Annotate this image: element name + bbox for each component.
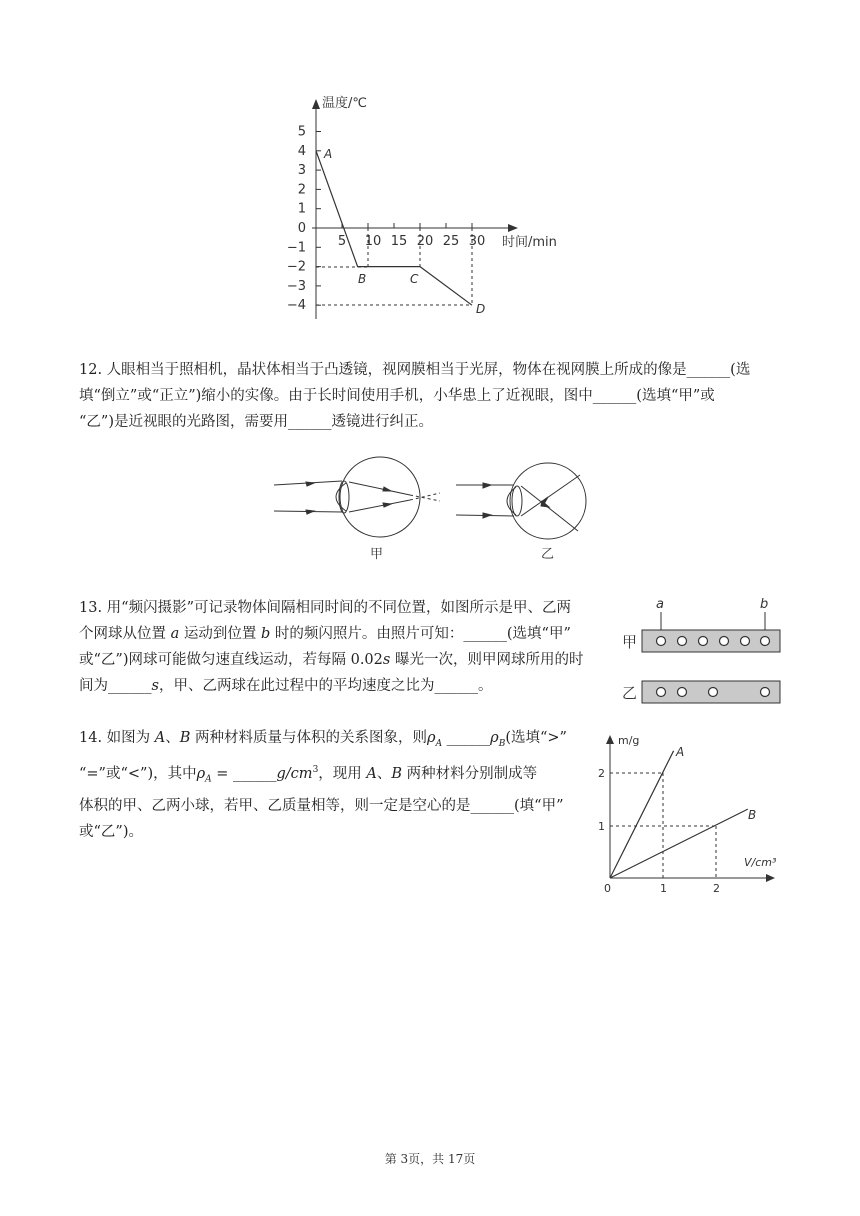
x-tick-label: 20	[416, 234, 434, 249]
question-14	[79, 725, 589, 845]
row-label-jia: 甲	[622, 633, 638, 651]
point-label-c: C	[410, 272, 419, 286]
ball-jia	[720, 637, 729, 646]
ball-jia	[657, 637, 666, 646]
mass-volume-graph	[590, 732, 790, 900]
page-footer: 第 3页，共 17页	[384, 1152, 476, 1166]
ball-jia	[761, 637, 770, 646]
ball-jia	[678, 637, 687, 646]
temperature-time-graph	[270, 95, 580, 325]
y-tick-label: −2	[286, 259, 306, 275]
g2-y-arrow	[606, 735, 614, 744]
q14-line4: 或“乙”)。	[79, 823, 143, 840]
position-b-label: b	[760, 597, 769, 612]
g2-xtick-1: 1	[660, 882, 667, 895]
point-label-b: B	[358, 272, 367, 286]
g2-origin: 0	[604, 882, 611, 895]
g2-line-label-a: A	[676, 745, 685, 759]
y-tick-label: 3	[297, 163, 306, 179]
y-axis-arrow	[312, 99, 320, 109]
fig-label-jia: 甲	[370, 547, 384, 562]
q13-line2: 个网球从位置 a 运动到位置 b 时的频闪照片。由照片可知：______(选填“甲”	[79, 626, 571, 642]
g2-xtick-2: 2	[713, 882, 720, 895]
eye-jia	[274, 457, 440, 537]
x-tick-label: 25	[442, 234, 460, 249]
ball-jia	[699, 637, 708, 646]
point-label-d: D	[476, 302, 486, 316]
x-tick-label: 15	[390, 234, 408, 249]
question-13	[79, 595, 609, 699]
x-tick-label: 5	[337, 234, 347, 249]
ball-jia	[741, 637, 750, 646]
line-b	[610, 809, 748, 878]
y-tick-label: 4	[297, 143, 306, 159]
q12-line3: “乙”)是近视眼的光路图，需要用______透镜进行纠正。	[79, 414, 433, 430]
q13-line1: 13. 用“频闪摄影”可记录物体间隔相同时间的不同位置，如图所示是甲、乙两	[79, 600, 571, 616]
ball-yi	[761, 688, 770, 697]
ball-yi	[657, 688, 666, 697]
position-a-label: a	[656, 597, 664, 612]
question-12	[79, 357, 799, 435]
g2-line-label-b: B	[748, 808, 757, 822]
x-axis-arrow	[508, 224, 518, 232]
g2-ytick-2: 2	[598, 767, 605, 780]
g2-x-axis-label: V/cm³	[744, 856, 777, 869]
g2-x-arrow	[766, 874, 775, 882]
eye-yi	[456, 463, 586, 539]
y-tick-label: 1	[297, 201, 306, 217]
q14-line2: “=”或“<”)，其中$\rho_A$ = $\_\_\_\_\_\_g/cm^3$，现用 A、B 两种材料分别制成等	[79, 764, 538, 785]
q14-line3: 体积的甲、乙两小球，若甲、乙质量相等，则一定是空心的是______(填“甲”	[79, 797, 564, 814]
point-label-a: A	[324, 147, 333, 161]
y-tick-label: 2	[297, 182, 306, 198]
g2-y-axis-label: m/g	[618, 734, 640, 747]
q13-line4: 间为______s，甲、乙两球在此过程中的平均速度之比为______。	[79, 678, 493, 694]
strobe-photo-figure	[620, 592, 786, 710]
y-tick-label: 5	[297, 124, 306, 140]
x-tick-label: 10	[364, 234, 382, 249]
q13-line3: 或“乙”)网球可能做匀速直线运动，若每隔 0.02s 曝光一次，则甲网球所用的时	[79, 652, 584, 668]
ball-yi	[678, 688, 687, 697]
x-tick-label: 30	[468, 234, 486, 249]
y-tick-label: −4	[286, 298, 306, 314]
y-axis-label: 温度/℃	[322, 96, 367, 111]
y-tick-label: 0	[297, 221, 306, 236]
q12-line2: 填“倒立”或“正立”)缩小的实像。由于长时间使用手机，小华患上了近视眼，图中______(选填“甲”或	[79, 388, 715, 404]
q12-line1: 12. 人眼相当于照相机，晶状体相当于凸透镜，视网膜相当于光屏，物体在视网膜上所成的像是______(选	[79, 362, 751, 378]
line-a	[610, 751, 674, 878]
ball-yi	[709, 688, 718, 697]
y-tick-label: −1	[286, 240, 306, 256]
row-label-yi: 乙	[622, 684, 638, 702]
q14-line1: 14. 如图为 A、B 两种材料质量与体积的关系图象，则$\rho_A$ $\_\_\_\_\_\_\rho_B$(选填“>”	[79, 730, 567, 749]
fig-label-yi: 乙	[541, 547, 555, 562]
eye-optics-figure	[270, 455, 600, 565]
y-tick-label: −3	[286, 278, 306, 294]
g2-ytick-1: 1	[598, 820, 605, 833]
x-axis-label: 时间/min	[502, 235, 557, 250]
